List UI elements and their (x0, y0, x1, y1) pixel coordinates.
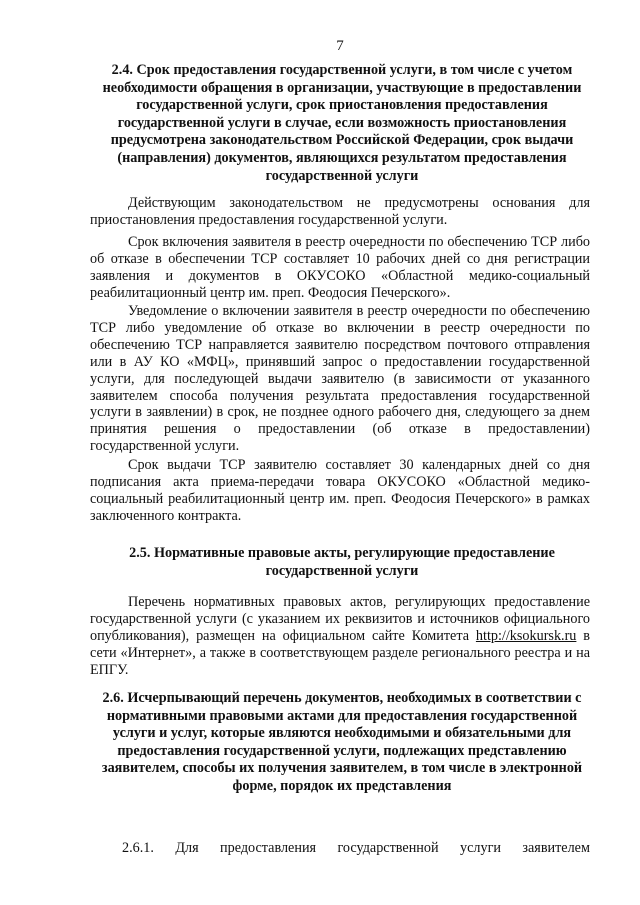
word: услуги (460, 840, 501, 856)
word: Для (175, 840, 199, 856)
section-2-5-heading: 2.5. Нормативные правовые акты, регулирующие предоставление государственной услуги (129, 545, 555, 579)
section-2-5-text-before-link: Перечень нормативных правовых актов, регулирующих предоставление государственной услуги (с указанием их реквизитов и источников официального опубликования), размещен на официальном сайте Комитета (90, 594, 590, 644)
section-number: 2.6.1. (122, 840, 154, 856)
section-2-4-paragraph-3: Уведомление о включении заявителя в реестр очередности по обеспечению ТСР либо уведомление об отказе во включении в реестр очередности по обеспечению ТСР направляется заявителю посредством почтового отправления или в АУ КО «МФЦ», принявший запрос о предоставлении государственной услуги, для последующей выдачи заявителю (в зависимости от указанного заявителем способа получения результата предоставления государственной услуги в заявлении) в срок, не позднее одного рабочего дня, следующего за днем принятия решения о предоставлении (об отказе в предоставлении) государственной услуги. (90, 303, 590, 455)
section-2-4-paragraph-4: Срок выдачи ТСР заявителю составляет 30 календарных дней со дня подписания акта приема-передачи товара ОКУСОКО «Областной медико-социальный реабилитационный центр им. преп. Феодосия Печерского» в рамках заключенного контракта. (90, 457, 590, 524)
word: заявителем (522, 840, 590, 856)
page-number: 7 (336, 38, 344, 54)
section-2-6-1-line (122, 840, 590, 857)
section-2-4-heading: 2.4. Срок предоставления государственной услуги, в том числе с учетом необходимости обращения в организации, участвующие в предоставлении государственной услуги, срок приостановления предоставления государственной услуги в случае, если возможность приостановления предусмотрена законодательством Российской Федерации, срок выдачи (направления) документов, являющихся результатом предоставления государственной услуги (102, 62, 582, 184)
section-2-5-paragraph (90, 594, 590, 679)
section-2-4-paragraph-2: Срок включения заявителя в реестр очередности по обеспечению ТСР либо об отказе в обеспечении ТСР составляет 10 рабочих дней со дня регистрации заявления и документов в ОКУСОКО «Областной медико-социальный реабилитационный центр им. преп. Феодосия Печерского». (90, 234, 590, 301)
section-2-5-text-after-link: в сети «Интернет», а также в соответствующем разделе регионального реестра и на ЕПГУ. (90, 627, 590, 678)
word: предоставления (220, 840, 317, 856)
word: государственной (337, 840, 439, 856)
section-2-4-paragraph-1: Действующим законодательством не предусмотрены основания для приостановления предоставления государственной услуги. (90, 195, 590, 228)
committee-website-link[interactable]: http://ksokursk.ru (475, 627, 577, 644)
section-2-6-heading: 2.6. Исчерпывающий перечень документов, необходимых в соответствии с нормативными правовыми актами для предоставления государственной услуги и услуг, которые являются необходимыми и обязательными для предоставления государственной услуги, подлежащих представлению заявителем, способы их получения заявителем, в том числе в электронной форме, порядок их представления (101, 690, 583, 794)
